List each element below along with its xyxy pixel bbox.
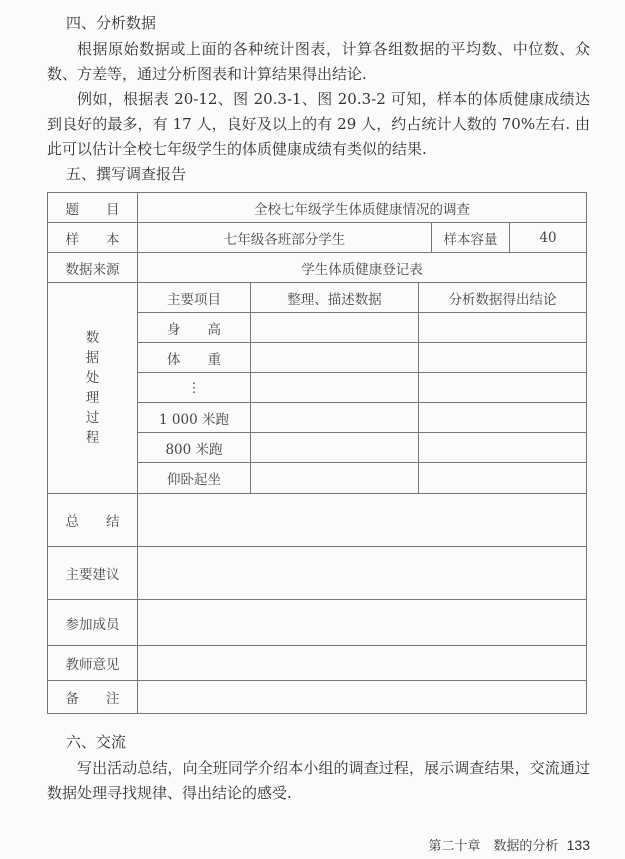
remark-label: 备 注 <box>48 681 138 714</box>
remark-cell <box>138 681 587 714</box>
sample-label: 样 本 <box>48 223 138 253</box>
cell <box>251 313 419 343</box>
cell <box>251 403 419 433</box>
size-value: 40 <box>510 223 587 253</box>
section4-heading: 四、分析数据 <box>66 14 157 32</box>
cell <box>419 403 587 433</box>
cell <box>251 373 419 403</box>
source-label: 数据来源 <box>48 253 138 283</box>
process-char: 数 <box>85 330 100 346</box>
header-item: 主要项目 <box>138 283 251 313</box>
cell <box>419 373 587 403</box>
item: ⋮ <box>138 373 251 403</box>
process-char: 据 <box>85 350 100 366</box>
item: 1 000 米跑 <box>138 403 251 433</box>
title-label: 题 目 <box>48 193 138 223</box>
suggest-cell <box>138 547 587 600</box>
process-char: 程 <box>85 430 100 446</box>
summary-label: 总 结 <box>48 494 138 547</box>
process-char: 过 <box>85 410 100 426</box>
source-value: 学生体质健康登记表 <box>138 253 587 283</box>
teacher-label: 教师意见 <box>48 646 138 681</box>
section5-heading: 五、撰写调查报告 <box>66 165 187 183</box>
header-describe: 整理、描述数据 <box>251 283 419 313</box>
report-table <box>47 192 587 714</box>
summary-cell <box>138 494 587 547</box>
cell <box>251 343 419 373</box>
cell <box>419 343 587 373</box>
section4-para2: 例如，根据表 20-12、图 20.3-1、图 20.3-2 可知，样本的体质健康成绩达到良好的最多，有 17 人，良好及以上的有 29 人，约占统计人数的 70%左右. 由此可以估计全校七年级学生的体质健康成绩有类似的结果. <box>47 90 590 158</box>
suggest-label: 主要建议 <box>48 547 138 600</box>
item: 体 重 <box>138 343 251 373</box>
item: 800 米跑 <box>138 433 251 463</box>
section6-para: 写出活动总结，向全班同学介绍本小组的调查过程，展示调查结果，交流通过数据处理寻找规律、得出结论的感受. <box>47 759 590 802</box>
page-number: 133 <box>566 837 590 853</box>
sample-value: 七年级各班部分学生 <box>138 223 432 253</box>
process-char: 处 <box>85 370 100 386</box>
header-conclude: 分析数据得出结论 <box>419 283 587 313</box>
section4-para1: 根据原始数据或上面的各种统计图表，计算各组数据的平均数、中位数、众数、方差等，通过分析图表和计算结果得出结论. <box>47 40 590 83</box>
cell <box>419 433 587 463</box>
item: 身 高 <box>138 313 251 343</box>
section6-heading: 六、交流 <box>66 733 127 751</box>
chapter-title: 第二十章 数据的分析 <box>428 839 559 854</box>
item: 仰卧起坐 <box>138 463 251 494</box>
members-label: 参加成员 <box>48 600 138 646</box>
cell <box>419 463 587 494</box>
process-label <box>48 283 138 494</box>
page-footer <box>428 835 590 854</box>
members-cell <box>138 600 587 646</box>
cell <box>419 313 587 343</box>
process-char: 理 <box>85 390 100 406</box>
cell <box>251 433 419 463</box>
title-value: 全校七年级学生体质健康情况的调查 <box>138 193 587 223</box>
teacher-cell <box>138 646 587 681</box>
cell <box>251 463 419 494</box>
size-label: 样本容量 <box>432 223 510 253</box>
